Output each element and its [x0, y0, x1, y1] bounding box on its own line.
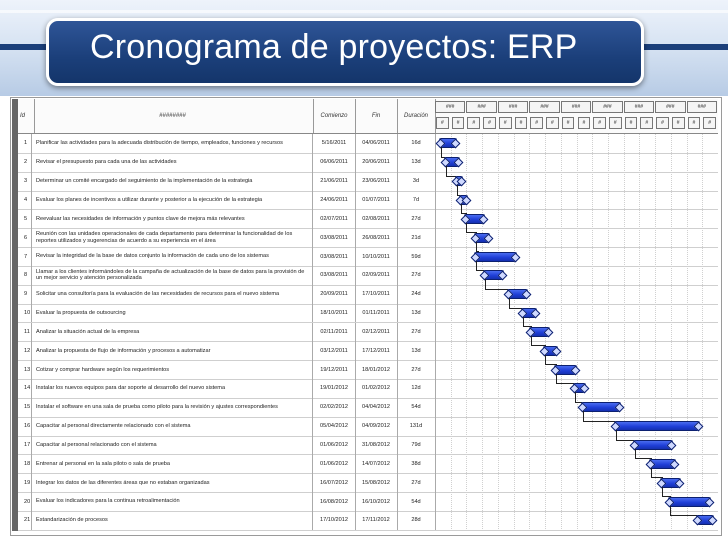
row-id: 3	[18, 172, 32, 191]
duration: 13d	[397, 341, 436, 360]
timeline-period: ###	[561, 101, 591, 113]
start-date: 03/08/2011	[313, 247, 356, 266]
table-row	[18, 285, 718, 305]
task-text: Determinar un comité encargado del seguimiento de la implementación de la estrategia	[36, 178, 253, 184]
task-text: Revisar el presupuesto para cada una de las actividades	[36, 159, 177, 166]
timeline-period: ###	[624, 101, 654, 113]
task-name	[32, 209, 313, 228]
task-name	[32, 511, 313, 530]
timeline-subperiod: #	[672, 117, 685, 129]
start-date: 19/12/2011	[313, 360, 356, 379]
table-row	[18, 247, 718, 267]
start-date: 05/04/2012	[313, 417, 356, 436]
timeline-period: ###	[592, 101, 622, 113]
end-date: 10/10/2011	[355, 247, 398, 266]
row-id: 21	[18, 511, 32, 530]
end-date: 01/07/2011	[355, 191, 398, 210]
start-date: 17/10/2012	[313, 511, 356, 530]
end-date: 17/11/2012	[355, 511, 398, 530]
duration: 13d	[397, 304, 436, 323]
task-text: Cotizar y comprar hardware según los requerimientos	[36, 366, 170, 373]
task-text: Estandarización de procesos	[36, 517, 108, 524]
timeline-subperiod: #	[578, 117, 591, 129]
task-text: Llamar a los clientes informándoles de la campaña de actualización de la base de datos para la provisión de un mejor servicio y atención personalizada	[36, 269, 305, 282]
task-name	[32, 172, 313, 191]
task-text: Analizar la situación actual de la empresa	[36, 328, 140, 335]
start-date: 02/11/2011	[313, 323, 356, 342]
end-date: 04/04/2012	[355, 398, 398, 417]
end-date: 04/06/2011	[355, 134, 398, 153]
task-text: Capacitar al personal relacionado con el sistema	[36, 441, 157, 448]
table-row	[18, 379, 718, 399]
timeline-period: ###	[655, 101, 685, 113]
row-id: 5	[18, 209, 32, 228]
table-row	[18, 341, 718, 361]
task-name	[32, 417, 313, 436]
end-date: 23/06/2011	[355, 172, 398, 191]
task-name	[32, 398, 313, 417]
task-name	[32, 454, 313, 473]
row-id: 9	[18, 285, 32, 304]
start-date: 24/06/2011	[313, 191, 356, 210]
duration: 54d	[397, 398, 436, 417]
timeline-period: ###	[435, 101, 465, 113]
header-start: Comienzo	[313, 99, 356, 133]
start-date: 20/09/2011	[313, 285, 356, 304]
start-date: 02/02/2012	[313, 398, 356, 417]
row-id: 11	[18, 323, 32, 342]
start-date: 03/08/2011	[313, 228, 356, 247]
task-name	[32, 323, 313, 342]
timeline-header	[435, 99, 718, 133]
end-date: 17/12/2011	[355, 341, 398, 360]
title-wing-left	[0, 44, 46, 50]
start-date: 16/07/2012	[313, 473, 356, 492]
task-text: Evaluar la propuesta de outsourcing	[36, 309, 126, 316]
timeline-period: ###	[529, 101, 559, 113]
task-text: Evaluar los planes de incentivos a utilizar durante y posterior a la ejecución de la estrategia	[36, 196, 263, 203]
start-date: 18/10/2011	[313, 304, 356, 323]
start-date: 02/07/2011	[313, 209, 356, 228]
table-row	[18, 473, 718, 493]
table-row	[18, 492, 718, 512]
table-row	[18, 323, 718, 343]
start-date: 21/06/2011	[313, 172, 356, 191]
row-id: 13	[18, 360, 32, 379]
duration: 27d	[397, 360, 436, 379]
gantt-header	[18, 99, 718, 134]
gantt-table	[18, 99, 718, 531]
timeline-period: ###	[498, 101, 528, 113]
task-text: Reevaluar las necesidades de información y puntos clave de mejora más relevantes	[36, 215, 245, 222]
end-date: 02/09/2011	[355, 266, 398, 285]
end-date: 31/08/2012	[355, 436, 398, 455]
end-date: 18/01/2012	[355, 360, 398, 379]
task-text: Revisar la integridad de la base de datos conjunto la información de cada uno de los sistemas	[36, 253, 269, 260]
timeline-subperiod: #	[688, 117, 701, 129]
task-text: Evaluar los indicadores para la continua retroalimentación	[36, 498, 180, 505]
table-row	[18, 360, 718, 380]
row-id: 20	[18, 492, 32, 511]
start-date: 03/12/2011	[313, 341, 356, 360]
task-name	[32, 247, 313, 266]
timeline-subperiod: #	[436, 117, 449, 129]
table-row	[18, 134, 718, 154]
row-id: 16	[18, 417, 32, 436]
task-text: Solicitar una consultoría para la evaluación de las necesidades de recursos para el nuevo sistema	[36, 291, 280, 298]
task-name	[32, 153, 313, 172]
timeline-period: ###	[466, 101, 496, 113]
task-name	[32, 341, 313, 360]
task-name	[32, 304, 313, 323]
task-text: Entrenar al personal en la sala piloto o sala de prueba	[36, 460, 171, 467]
timeline-subperiod: #	[530, 117, 543, 129]
row-id: 2	[18, 153, 32, 172]
table-row	[18, 153, 718, 173]
table-row	[18, 454, 718, 474]
row-id: 17	[18, 436, 32, 455]
duration: 16d	[397, 134, 436, 153]
task-text: Instalar el software en una sala de prueba como piloto para la revisión y ajustes correspondientes	[36, 404, 278, 411]
task-name	[32, 285, 313, 304]
timeline-subperiod: #	[593, 117, 606, 129]
title-wing-right	[640, 44, 728, 50]
table-row	[18, 228, 718, 248]
row-id: 12	[18, 341, 32, 360]
timeline-subperiod: #	[452, 117, 465, 129]
row-id: 4	[18, 191, 32, 210]
row-id: 7	[18, 247, 32, 266]
timeline-subperiod: #	[609, 117, 622, 129]
duration: 7d	[397, 191, 436, 210]
start-date: 01/06/2012	[313, 454, 356, 473]
task-name	[32, 473, 313, 492]
gantt-bar[interactable]	[696, 515, 714, 525]
timeline-subperiod: #	[483, 117, 496, 129]
duration: 27d	[397, 323, 436, 342]
timeline-subperiod: #	[546, 117, 559, 129]
timeline-period: ###	[687, 101, 717, 113]
end-date: 20/06/2011	[355, 153, 398, 172]
task-name	[32, 360, 313, 379]
duration: 38d	[397, 454, 436, 473]
end-date: 02/08/2011	[355, 209, 398, 228]
start-date: 01/06/2012	[313, 436, 356, 455]
start-date: 16/08/2012	[313, 492, 356, 511]
timeline-subperiod: #	[515, 117, 528, 129]
task-name	[32, 436, 313, 455]
row-id: 18	[18, 454, 32, 473]
start-date: 19/01/2012	[313, 379, 356, 398]
timeline-subperiod: #	[499, 117, 512, 129]
duration: 24d	[397, 285, 436, 304]
task-name	[32, 492, 313, 511]
end-date: 14/07/2012	[355, 454, 398, 473]
timeline-subperiod: #	[703, 117, 716, 129]
header-duration: Duración	[397, 99, 436, 133]
task-name	[32, 134, 313, 153]
task-text: Reunión con las unidades operacionales de cada departamento para determinar la funcionalidad de los reportes utilizados y sugerencias de acuerdo a su experiencia en el área	[36, 231, 293, 244]
duration: 12d	[397, 379, 436, 398]
duration: 27d	[397, 266, 436, 285]
table-row	[18, 398, 718, 418]
header-end: Fin	[355, 99, 398, 133]
duration: 27d	[397, 473, 436, 492]
row-id: 1	[18, 134, 32, 153]
end-date: 04/09/2012	[355, 417, 398, 436]
end-date: 17/10/2011	[355, 285, 398, 304]
end-date: 16/10/2012	[355, 492, 398, 511]
task-text: Planificar las actividades para la adecuada distribución de tiempo, empleados, funciones y recursos	[36, 140, 283, 147]
table-row	[18, 266, 718, 286]
task-name	[32, 228, 313, 247]
table-row	[18, 417, 718, 437]
duration: 3d	[397, 172, 436, 191]
task-text: Integrar los datos de las diferentes áreas que no estaban organizadas	[36, 479, 210, 486]
task-text: Analizar la propuesta de flujo de información y procesos a automatizar	[36, 347, 211, 354]
table-row	[18, 436, 718, 456]
duration: 131d	[397, 417, 436, 436]
row-id: 15	[18, 398, 32, 417]
row-id: 10	[18, 304, 32, 323]
header-task: ########	[32, 99, 314, 133]
duration: 54d	[397, 492, 436, 511]
task-name	[32, 266, 313, 285]
timeline-subperiod: #	[562, 117, 575, 129]
row-id: 8	[18, 266, 32, 285]
timeline-subperiod: #	[640, 117, 653, 129]
duration: 13d	[397, 153, 436, 172]
end-date: 26/08/2011	[355, 228, 398, 247]
task-name	[32, 191, 313, 210]
row-id: 14	[18, 379, 32, 398]
timeline-subperiod: #	[625, 117, 638, 129]
duration: 28d	[397, 511, 436, 530]
table-row	[18, 304, 718, 324]
row-id: 6	[18, 228, 32, 247]
duration: 27d	[397, 209, 436, 228]
timeline-subperiod: #	[467, 117, 480, 129]
duration: 21d	[397, 228, 436, 247]
row-id: 19	[18, 473, 32, 492]
task-text: Instalar los nuevos equipos para dar soporte al desarrollo del nuevo sistema	[36, 385, 226, 392]
duration: 79d	[397, 436, 436, 455]
task-name	[32, 379, 313, 398]
end-date: 01/11/2011	[355, 304, 398, 323]
end-date: 02/12/2011	[355, 323, 398, 342]
table-row	[18, 172, 718, 192]
duration: 59d	[397, 247, 436, 266]
task-text: Capacitar al personal directamente relacionado con el sistema	[36, 423, 191, 430]
end-date: 01/02/2012	[355, 379, 398, 398]
start-date: 5/16/2011	[313, 134, 356, 153]
header-id: Id	[18, 99, 35, 133]
start-date: 06/06/2011	[313, 153, 356, 172]
table-row	[18, 511, 718, 531]
timeline-subperiod: #	[656, 117, 669, 129]
slide-title: Cronograma de proyectos: ERP	[90, 28, 578, 66]
table-row	[18, 191, 718, 211]
start-date: 03/08/2011	[313, 266, 356, 285]
table-row	[18, 209, 718, 229]
end-date: 15/08/2012	[355, 473, 398, 492]
